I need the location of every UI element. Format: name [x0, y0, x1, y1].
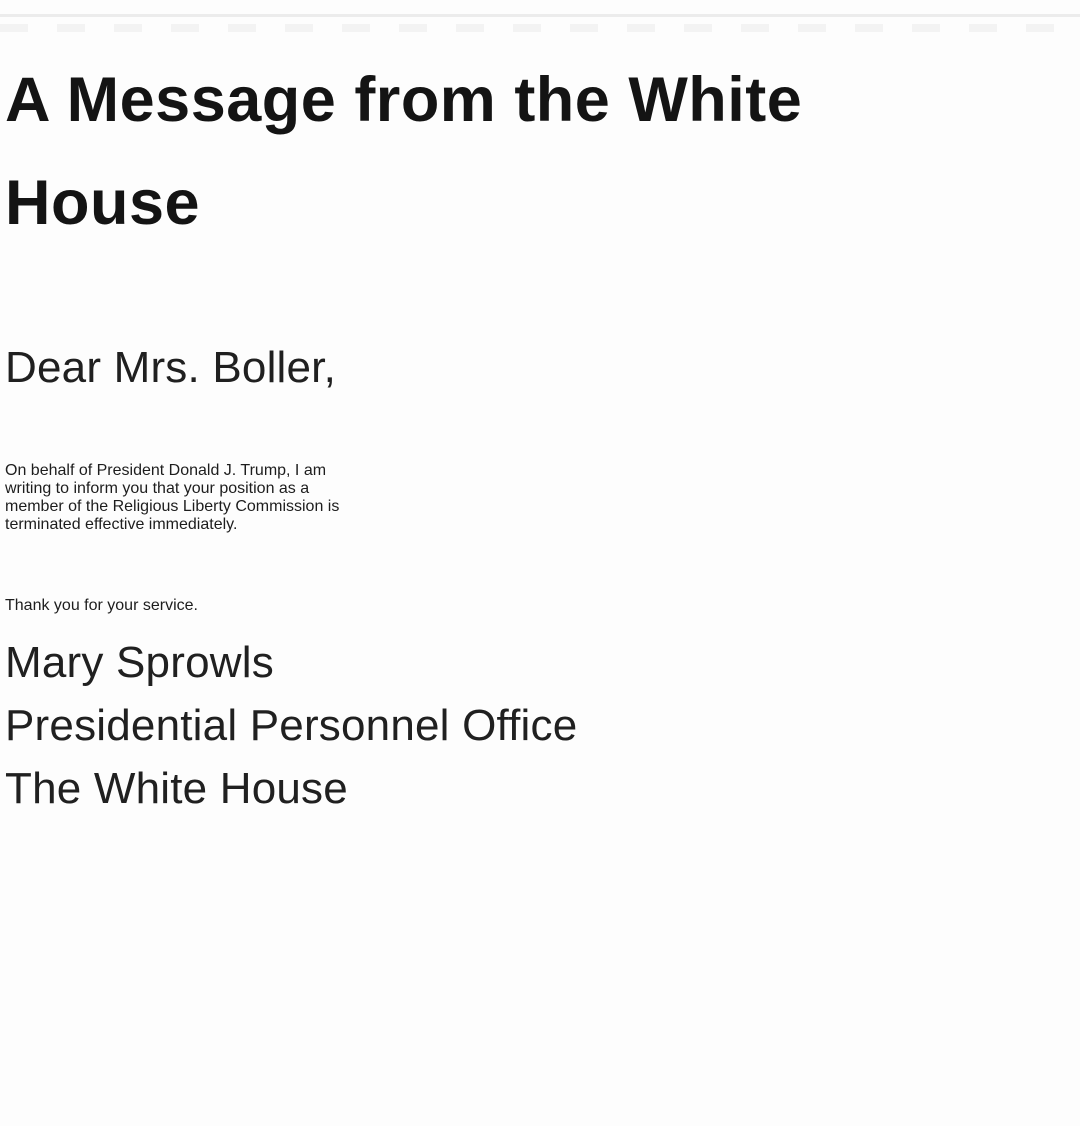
body-line: writing to inform you that your position as a: [5, 480, 310, 497]
signature-name: Mary Sprowls: [5, 638, 274, 687]
body-line: member of the Religious Liberty Commission is: [5, 498, 340, 515]
body-line: terminated effective immediately.: [5, 516, 238, 533]
heading-line-1: A Message from the White: [5, 65, 803, 135]
top-edge-dashes: [0, 24, 1080, 32]
body-line: On behalf of President Donald J. Trump, I am: [5, 462, 327, 479]
salutation: Dear Mrs. Boller,: [5, 343, 337, 392]
signature-office: Presidential Personnel Office: [5, 701, 578, 750]
signature-block: [5, 631, 1060, 820]
top-edge-line: [0, 14, 1080, 17]
signature-organization: The White House: [5, 764, 348, 813]
letter-heading: [5, 49, 1060, 255]
body-line: Thank you for your service.: [5, 597, 198, 614]
heading-line-2: House: [5, 168, 201, 238]
letter-content: [5, 49, 1060, 820]
